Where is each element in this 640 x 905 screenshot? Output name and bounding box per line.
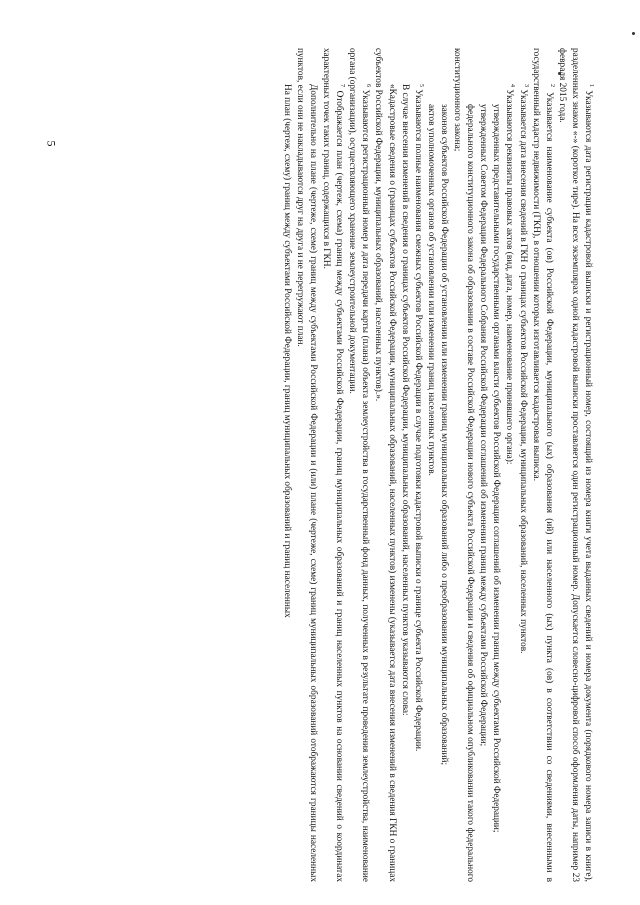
act-item: законов субъектов Российской Федерации об установлении или изменении границ муниципальных образований либо о преобразовании муниципальных образований; bbox=[438, 104, 449, 766]
footnote-5: $^5$ Указываются полные наименования смежных субъектов Российской Федерации в случае подготовки кадастровой выписки о границе субъекта Российской Федерации. bbox=[412, 84, 424, 752]
quote-line: «Кадастровые сведения о (границах субъектов Российской Федерации, муниципальных образований, населенных пунктов) изменены (указывается дата внесения изменений в сведения ГКН о границах субъектов Российской Федерации, муниципальных образований, населенных пунктов).». bbox=[373, 48, 397, 882]
footnote-3: $^3$ Указывается дата внесения сведений в ГКН о границах субъектов Российской Федерации, муниципальных образований, населенных пунктов. bbox=[517, 84, 529, 654]
page-number: 5 bbox=[44, 140, 59, 147]
scan-speck bbox=[632, 32, 635, 35]
footnote-4: $^4$ Указываются реквизиты правовых актов (вид, дата, номер, наименование принявшего органа): bbox=[504, 84, 516, 465]
paragraph-changes: В случае внесения изменений в сведения о границах субъектов Российской Федерации, муниципальных образований, населенных пунктов указываются слова: bbox=[399, 84, 410, 716]
footnote-2: $^2$ Указывается наименование субъекта (ов) Российской Федерации, муниципального (ых) образования (ий) или населенного (ых) пункта (ов) в соответствии со сведениями, внесенными в государственный кадастр недвижимости (ГКН), в отношении которых изготавливается кадастровая выписка. bbox=[530, 48, 555, 883]
rotated-page-text bbox=[40, 30, 600, 900]
act-item: актов уполномоченных органов об установлении или изменении границ населенных пунктов. bbox=[425, 104, 436, 476]
act-item: федерального конституционного закона об образовании в составе Российской Федерации нового субъекта Российской Федерации и сведения об официальном опубликовании такого федерального конституционного закона; bbox=[452, 48, 476, 882]
act-item: утвержденных Советом Федерации Федерального Собрания Российской Федерации соглашений об изменении границ между субъектами Российской Федерации; bbox=[478, 104, 489, 747]
footnote-7: $^7$ Отображается план (чертеж, схема) границ между субъектами Российской Федерации, границ муниципальных образований и границ населенных пунктов на основании сведений о координатах характерных точек таких границ, содержащихся в ГКН. bbox=[321, 48, 346, 883]
paragraph-plan: Дополнительно на плане (чертеже, схеме) границ между субъектами Российской Федерации и (или) плане (чертеже, схеме) границ муниципальных образований отображаются границы населенных пунктов, если они не накладываются друг на друга и не перегружают план. bbox=[294, 48, 319, 882]
footnote-1: $^1$ Указываются дата регистрации кадастровой выписки и регистрационный номер, состоящий из номера книги учета выданных сведений и номера документа (порядкового номера записи в книге), разделенных знаком «-» (короткое тире). На всех экземплярах одной кадастровой выписки проставляется один регистрационный номер. Допускается словесно-цифровой способ оформления даты, например 23 февраля 2015 года. bbox=[556, 48, 595, 882]
footnote-6: $^6$ Указываются регистрационный номер и дата передачи карты (плана) объекта землеустройства в государственный фонд данных, полученных в результате проведения землеустройства, наименование органа (организации), осуществляющего хранение землеустроительной документации. bbox=[347, 48, 372, 882]
paragraph-last: На план (чертеж, схему) границ между субъектами Российской Федерации, границ муниципальных образований и границ населенных bbox=[281, 84, 292, 618]
act-item: утвержденных представительными государственными органами власти субъектов Российской Федерации соглашений об изменении границ между субъектами Российской Федерации; bbox=[491, 104, 502, 833]
